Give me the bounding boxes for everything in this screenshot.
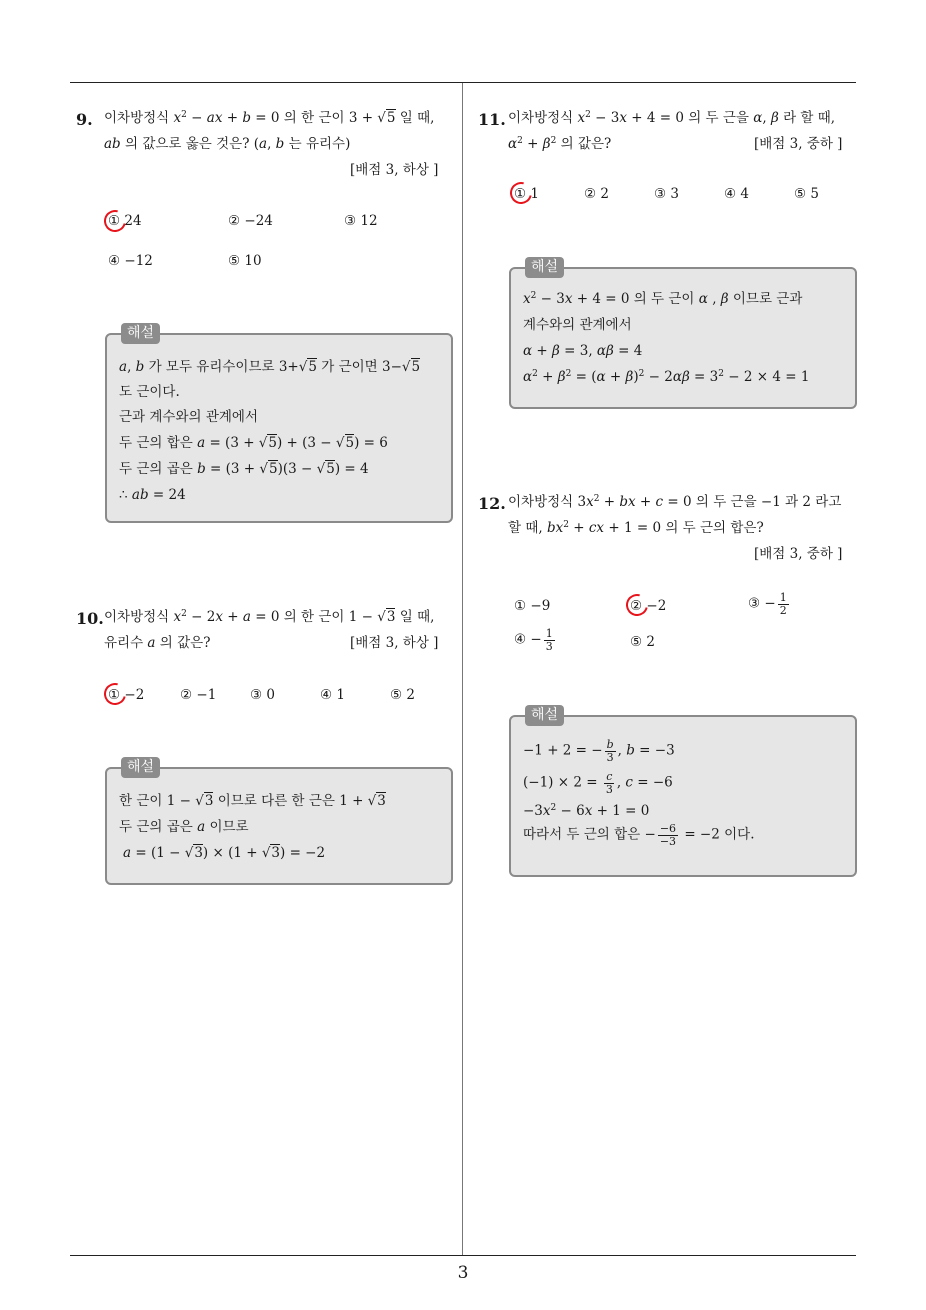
score-mark: [배점 3, 하상 ] <box>350 635 439 651</box>
solution-line-3: α + β = 3, αβ = 4 <box>523 343 643 359</box>
score-mark: [배점 3, 중하 ] <box>754 546 843 562</box>
score-mark: [배점 3, 하상 ] <box>350 162 439 178</box>
solution-line-2: 두 근의 곱은 a 이므로 <box>119 819 249 835</box>
solution-tag: 해설 <box>121 323 160 344</box>
solution-tag: 해설 <box>121 757 160 778</box>
option-3[interactable]: ③ 3 <box>654 186 679 202</box>
score-mark: [배점 3, 중하 ] <box>754 136 843 152</box>
solution-line-3: $-3x^2 - 6x + 1 = 0$ <box>523 803 650 819</box>
solution-tag: 해설 <box>525 257 564 278</box>
option-1[interactable]: ① 24 <box>108 213 142 229</box>
question-number: 9. <box>76 110 93 129</box>
option-1[interactable]: ① 1 <box>514 186 539 202</box>
solution-box <box>509 259 857 409</box>
bottom-rule <box>70 1255 856 1256</box>
solution-line-1: $x^2 - 3x + 4 = 0$ 의 두 근이 α , β 이므로 근과 <box>523 291 803 307</box>
question-number: 10. <box>76 609 104 628</box>
option-3[interactable]: ③ 0 <box>250 687 275 703</box>
page-number: 3 <box>457 1263 469 1283</box>
option-4[interactable]: ④ − $\frac{1}{3}$ <box>514 627 553 653</box>
option-5[interactable]: ⑤ 10 <box>228 253 262 269</box>
option-2[interactable]: ② −2 <box>630 598 667 614</box>
solution-line-1: a, b 가 모두 유리수이므로 3+√5 가 근이면 3−√5 <box>119 359 421 375</box>
option-5[interactable]: ⑤ 2 <box>630 634 655 650</box>
solution-line-5: 두 근의 곱은 b = (3 + √5)(3 − √5) = 4 <box>119 461 369 477</box>
question-stem-line-2: 할 때, $bx^2$ + cx + 1 = 0 의 두 근의 합은? <box>508 520 764 536</box>
option-4[interactable]: ④ −12 <box>108 253 153 269</box>
solution-line-4: 따라서 두 근의 합은 − $\frac{-6}{-3}$ = −2 이다. <box>523 822 755 848</box>
question-stem-line-2: 유리수 a 의 값은? <box>104 635 211 651</box>
option-4[interactable]: ④ 4 <box>724 186 749 202</box>
solution-line-3: a = (1 − √3) × (1 + √3) = −2 <box>123 845 326 861</box>
option-3[interactable]: ③ 12 <box>344 213 378 229</box>
question-stem-line-1: 이차방정식 $x^2 - 3x + 4 = 0$ 의 두 근을 α, β 라 할 때, <box>508 110 836 126</box>
solution-box <box>105 325 453 523</box>
question-stem-line-2: $\alpha^2 + \beta^2$ 의 값은? <box>508 136 612 152</box>
solution-line-1: 한 근이 1 − √3 이므로 다른 한 근은 1 + √3 <box>119 793 386 809</box>
option-5[interactable]: ⑤ 2 <box>390 687 415 703</box>
solution-box <box>105 759 453 885</box>
solution-line-4: $\alpha^2 + \beta^2 = (\alpha + \beta)^2 - 2\alpha\beta = 3^2 - 2 \times 4 = 1$ <box>523 369 810 385</box>
option-4[interactable]: ④ 1 <box>320 687 345 703</box>
solution-line-2: 도 근이다. <box>119 384 180 400</box>
option-5[interactable]: ⑤ 5 <box>794 186 819 202</box>
question-stem-line-1: 이차방정식 $3x^2$ + bx + c = 0 의 두 근을 −1 과 2 라고 <box>508 494 842 510</box>
solution-tag: 해설 <box>525 705 564 726</box>
solution-box <box>509 707 857 877</box>
option-3[interactable]: ③ − $\frac{1}{2}$ <box>748 591 787 617</box>
solution-line-1: −1 + 2 = − $\frac{b}{3}$ , b = −3 <box>523 738 675 764</box>
question-number: 12. <box>478 494 506 513</box>
solution-line-6: ∴ ab = 24 <box>119 487 186 503</box>
question-number: 11. <box>478 110 506 129</box>
option-2[interactable]: ② 2 <box>584 186 609 202</box>
question-stem-line-1: 이차방정식 $x^2 - 2x + a = 0$ 의 한 근이 1 − √3 일 때, <box>104 609 435 625</box>
solution-line-2: (−1) × 2 = $\frac{c}{3}$ , c = −6 <box>523 770 673 796</box>
solution-line-2: 계수와의 관계에서 <box>523 317 632 333</box>
column-divider <box>462 83 463 1255</box>
solution-line-4: 두 근의 합은 a = (3 + √5) + (3 − √5) = 6 <box>119 435 388 451</box>
option-2[interactable]: ② −1 <box>180 687 217 703</box>
question-stem-line-2: ab 의 값으로 옳은 것은? (a, b 는 유리수) <box>104 136 351 152</box>
option-1[interactable]: ① −2 <box>108 687 145 703</box>
solution-line-3: 근과 계수와의 관계에서 <box>119 409 258 425</box>
question-stem-line-1: 이차방정식 $x^2$ − ax + b = 0 의 한 근이 3 + √5 일 때, <box>104 110 435 126</box>
option-2[interactable]: ② −24 <box>228 213 273 229</box>
top-rule <box>70 82 856 83</box>
option-1[interactable]: ① −9 <box>514 598 551 614</box>
